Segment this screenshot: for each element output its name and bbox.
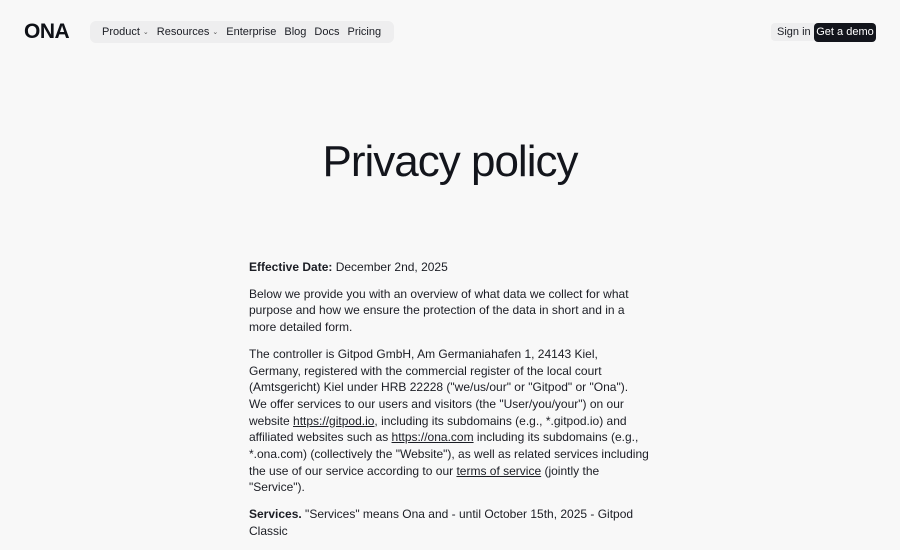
chevron-down-icon: ⌄ bbox=[212, 29, 219, 36]
effective-date-label: Effective Date: bbox=[249, 260, 333, 274]
nav-product-label: Product bbox=[102, 26, 140, 38]
nav-resources-label: Resources bbox=[156, 26, 210, 38]
chevron-down-icon: ⌄ bbox=[142, 29, 149, 36]
main-nav bbox=[90, 21, 394, 43]
page-title: Privacy policy bbox=[322, 137, 578, 186]
get-demo-button[interactable]: Get a demo bbox=[814, 23, 876, 42]
controller-text: including its subdomains (e.g., *.ona.com) (collectively the "Website"), as well as related services including the use of our service according to our bbox=[249, 430, 649, 478]
sign-in-button[interactable]: Sign in bbox=[771, 23, 817, 41]
nav-enterprise[interactable]: Enterprise bbox=[226, 26, 277, 38]
services-label: Services. bbox=[249, 507, 302, 522]
controller-text: (jointly the "Service"). bbox=[249, 463, 600, 495]
ona-link[interactable]: https://ona.com bbox=[391, 430, 474, 445]
ona-logo[interactable]: ONA bbox=[24, 20, 70, 43]
services-paragraph bbox=[249, 506, 649, 539]
controller-paragraph bbox=[249, 346, 649, 496]
policy-content bbox=[249, 259, 649, 550]
nav-pricing[interactable]: Pricing bbox=[347, 26, 382, 38]
effective-date-value: December 2nd, 2025 bbox=[332, 260, 448, 274]
nav-blog[interactable]: Blog bbox=[284, 26, 307, 38]
nav-product[interactable] bbox=[98, 26, 153, 38]
controller-text: , including its subdomains (e.g., *.gitpod.io) and affiliated websites such as bbox=[249, 413, 627, 445]
nav-docs[interactable]: Docs bbox=[314, 26, 340, 38]
terms-of-service-link[interactable]: terms of service bbox=[456, 463, 542, 478]
effective-date bbox=[249, 259, 649, 276]
intro-paragraph: Below we provide you with an overview of what data we collect for what purpose and how we ensure the protection of the data in short and in a more detailed form. bbox=[249, 286, 629, 335]
services-text: "Services" means Ona and - until October 15th, 2025 - Gitpod Classic bbox=[249, 507, 634, 538]
gitpod-link[interactable]: https://gitpod.io bbox=[293, 413, 375, 428]
site-header bbox=[0, 0, 900, 64]
controller-text: The controller is Gitpod GmbH, Am Germaniahafen 1, 24143 Kiel, Germany, registered with the commercial register of the local court (Amtsgericht) Kiel under HRB 22228 ("we/us/our" or "Gitpod" or "Ona"). We offer services to our users and visitors (the "User/you/your") on our website bbox=[249, 346, 629, 428]
nav-resources[interactable] bbox=[153, 26, 222, 38]
